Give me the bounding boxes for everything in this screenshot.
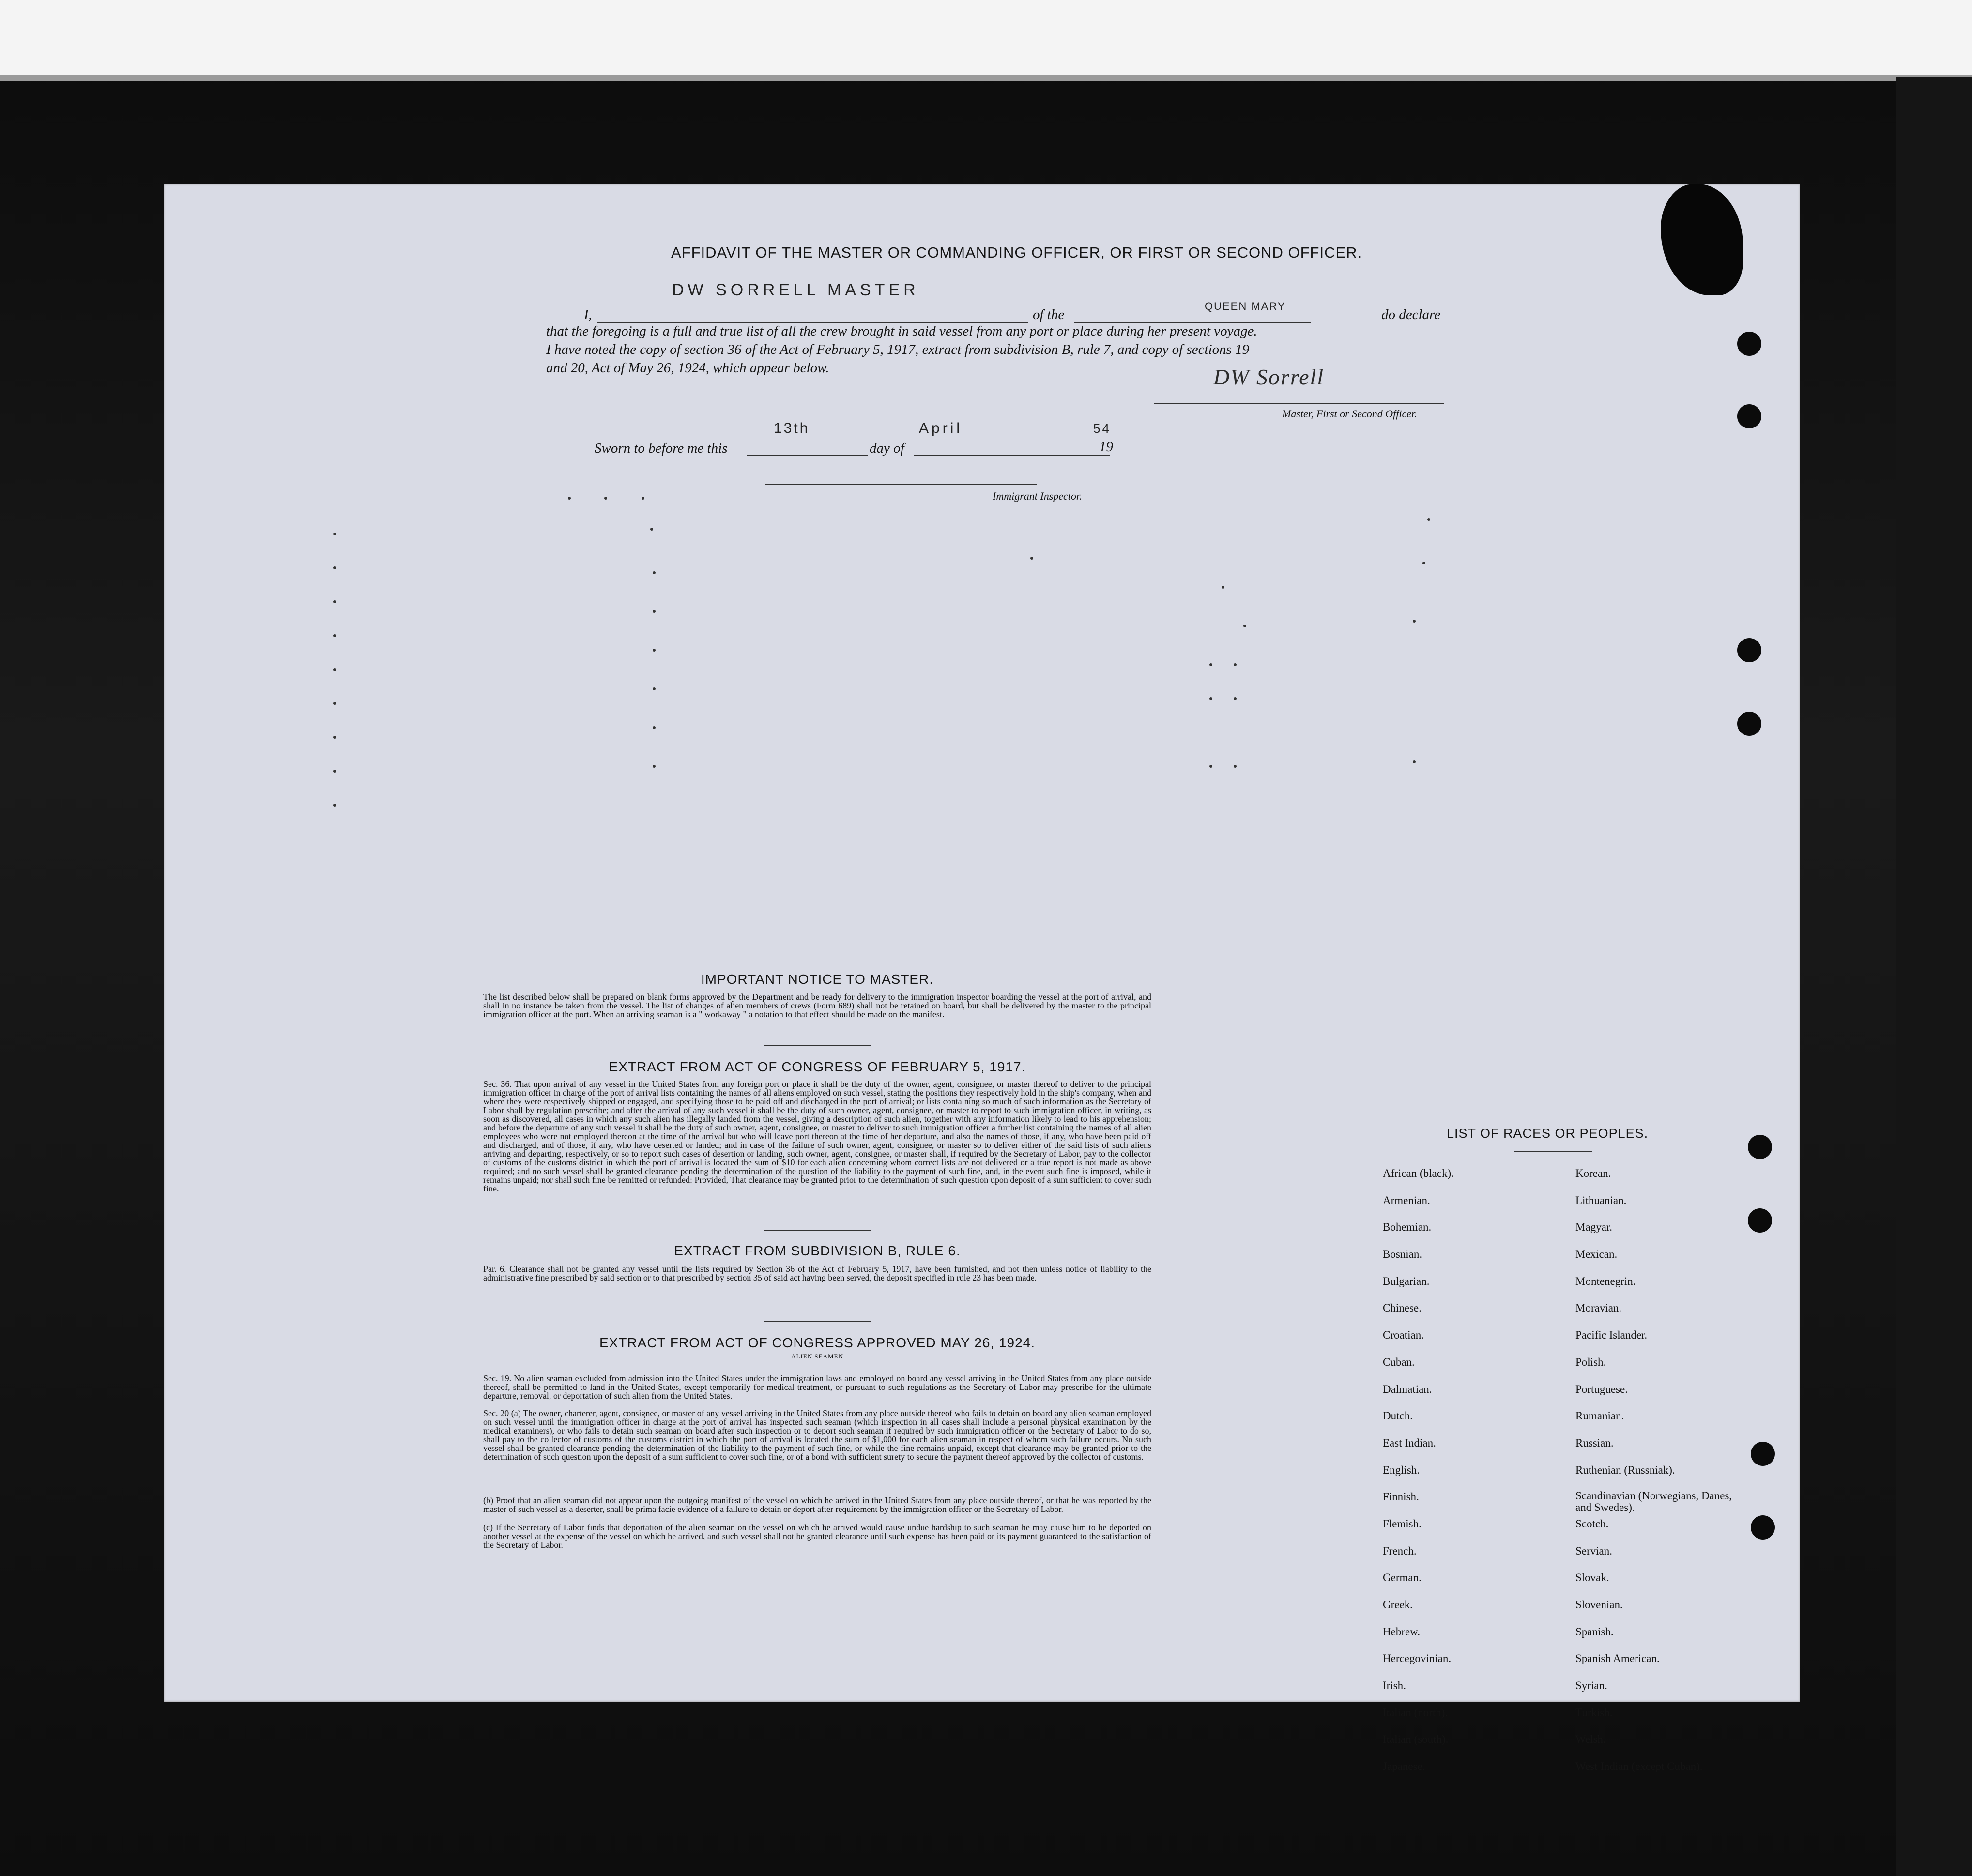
sworn-month-handwritten: April xyxy=(919,420,963,436)
guide-dot xyxy=(653,610,656,613)
race-item: Hebrew. xyxy=(1383,1625,1421,1638)
race-item: Bulgarian. xyxy=(1383,1275,1430,1287)
race-item: Mexican. xyxy=(1575,1248,1618,1261)
manifest-sheet xyxy=(164,184,1800,1773)
race-item: French. xyxy=(1383,1544,1417,1557)
race-item: Greek. xyxy=(1383,1599,1413,1611)
affidavit-pre-name: I, xyxy=(584,307,592,322)
frame-right-margin xyxy=(1896,77,1972,1876)
guide-dot xyxy=(1427,518,1430,521)
race-item: Russian. xyxy=(1575,1436,1614,1449)
extract-rule6-title: EXTRACT FROM SUBDIVISION B, RULE 6. xyxy=(674,1243,961,1258)
punch-hole xyxy=(1748,1135,1772,1159)
guide-dot xyxy=(333,634,336,637)
race-item: German. xyxy=(1383,1571,1422,1584)
race-item: Turkish. xyxy=(1575,1706,1613,1719)
race-item: Ruthenian (Russniak). xyxy=(1575,1464,1675,1476)
races-left-column xyxy=(1383,1167,1454,1787)
guide-dot xyxy=(1222,586,1224,589)
race-item: Japanese. xyxy=(1383,1760,1425,1773)
race-item: Polish. xyxy=(1575,1356,1606,1368)
race-item: Moravian. xyxy=(1575,1302,1622,1314)
race-item: Chinese. xyxy=(1383,1302,1422,1314)
guide-dot xyxy=(333,736,336,739)
notice-text: The list described below shall be prepared on blank forms approved by the Department and be ready for delivery to the immigration inspector boarding the vessel at the port of arrival, and shall in no instance be taken from the vessel. The list of changes of alien members of crews (Form 689) shall not be retained on board, but shall be delivered by the master to the principal immigration officer at the port. When an arriving seaman is a " workaway " a notation to that effect should be made on the manifest. xyxy=(483,992,1151,1019)
section-divider xyxy=(764,1045,871,1046)
race-item: Cuban. xyxy=(1383,1356,1415,1368)
sworn-year-handwritten: 54 xyxy=(1093,421,1111,436)
race-item: Welsh. xyxy=(1575,1733,1606,1746)
affidavit-do-declare: do declare xyxy=(1381,307,1441,322)
race-item: Scandinavian (Norwegians, Danes, and Swedes). xyxy=(1575,1490,1732,1514)
sworn-day-handwritten: 13th xyxy=(774,420,810,436)
race-item: Montenegrin. xyxy=(1575,1275,1636,1287)
guide-dot xyxy=(604,497,607,500)
guide-dot xyxy=(653,571,656,574)
guide-dot xyxy=(1234,663,1237,666)
race-item: Spanish American. xyxy=(1575,1652,1660,1665)
punch-hole xyxy=(1751,1442,1775,1466)
extract-1924-title: EXTRACT FROM ACT OF CONGRESS APPROVED MAY 26, 1924. xyxy=(599,1335,1036,1350)
guide-dot xyxy=(333,702,336,705)
races-right-column xyxy=(1575,1167,1735,1787)
race-item: Servian. xyxy=(1575,1544,1613,1557)
master-signature: DW Sorrell xyxy=(1213,365,1325,389)
race-item: African (black). xyxy=(1383,1167,1454,1179)
sworn-month-line xyxy=(914,455,1110,456)
guide-dot xyxy=(650,528,653,531)
guide-dot xyxy=(1030,557,1033,560)
affidavit-title: AFFIDAVIT OF THE MASTER OR COMMANDING OFFICER, OR FIRST OR SECOND OFFICER. xyxy=(671,244,1362,261)
extract-1917-title: EXTRACT FROM ACT OF CONGRESS OF FEBRUARY 5, 1917. xyxy=(609,1059,1026,1074)
guide-dot xyxy=(333,600,336,603)
sec19-text: Sec. 19. No alien seaman excluded from admission into the United States under the immigration laws and employed on board any vessel arriving in the United States from any place outside thereof, shall be permitted to land in the United States, except temporarily for medical treatment, or pursuant to such regulations as the Secretary of Labor may prescribe for the ultimate departure, removal, or deportation of such alien from the United States. xyxy=(483,1373,1151,1401)
punch-hole xyxy=(1748,1208,1772,1233)
race-item: Portuguese. xyxy=(1575,1383,1628,1395)
section-divider xyxy=(764,1321,871,1322)
guide-dot xyxy=(1209,765,1212,768)
guide-dot xyxy=(333,770,336,773)
race-item: Dalmatian. xyxy=(1383,1383,1432,1395)
guide-dot xyxy=(642,497,644,500)
punch-hole xyxy=(1737,712,1761,736)
name-line xyxy=(597,322,1028,323)
affidavit-of-the: of the xyxy=(1033,307,1065,322)
race-item: Slovak. xyxy=(1575,1571,1609,1584)
vessel-name-handwritten: QUEEN MARY xyxy=(1205,300,1286,312)
master-name-handwritten: DW SORRELL MASTER xyxy=(672,281,919,299)
race-item: Hercegovinian. xyxy=(1383,1652,1452,1665)
races-title-rule xyxy=(1514,1151,1592,1152)
race-item: Bohemian. xyxy=(1383,1221,1432,1234)
guide-dot xyxy=(1413,620,1416,623)
vessel-line xyxy=(1074,322,1311,323)
guide-dot xyxy=(333,533,336,535)
race-item: Syrian. xyxy=(1575,1679,1607,1692)
guide-dot xyxy=(653,726,656,729)
punch-hole xyxy=(1737,638,1761,662)
sec20a-text: Sec. 20 (a) The owner, charterer, agent, consignee, or master of any vessel arriving in the United States from any place outside thereof who fails to detain on board any alien seaman employed on such vessel until the immigration officer in charge at the port of arrival has inspected such seaman (which inspection in all cases shall include a personal physical examination by the medical examiners), or who fails to detain such seaman on board after such inspection or to deport such seaman if required by such immigration officer or the Secretary of Labor to do so, shall pay to the collector of customs of the customs district in which the port of arrival is located the sum of $1,000 for each alien seaman in respect of whom such failure occurs. No such vessel shall be granted clearance pending the determination of the liability to the payment of such fine, or while the fine remains unpaid, except that clearance may be granted prior to the determination of such question upon the deposit of a sum sufficient to cover such fine, or of a bond with sufficient surety to secure the payment thereof approved by the collector of customs. xyxy=(483,1408,1151,1462)
race-item: Pacific Islander. xyxy=(1575,1329,1648,1342)
guide-dot xyxy=(1209,663,1212,666)
race-item: Irish. xyxy=(1383,1679,1406,1692)
signature-line xyxy=(1154,403,1444,404)
race-item: Spanish. xyxy=(1575,1625,1614,1638)
guide-dot xyxy=(653,765,656,768)
race-item: English. xyxy=(1383,1464,1420,1476)
guide-dot xyxy=(333,804,336,807)
race-item: Slovenian. xyxy=(1575,1599,1623,1611)
sworn-day-of: day of xyxy=(870,441,904,456)
frame-top-edge xyxy=(0,75,1972,81)
inspector-caption: Immigrant Inspector. xyxy=(993,490,1082,502)
race-item: Scotch. xyxy=(1575,1517,1609,1530)
guide-dot xyxy=(1243,625,1246,627)
sec20c-text: (c) If the Secretary of Labor finds that deportation of the alien seaman on the vessel on which he arrived would cause undue hardship to such seaman he may cause him to be deported on another vessel at the expense of the vessel on which he arrived, and such vessel shall not be granted clearance until such expense has been paid or its payment guaranteed to the satisfaction of the Secretary of Labor. xyxy=(483,1523,1151,1550)
affidavit-line-4: and 20, Act of May 26, 1924, which appear below. xyxy=(546,360,829,376)
race-item: Finnish. xyxy=(1383,1491,1419,1503)
sworn-label: Sworn to before me this xyxy=(595,441,728,456)
race-item: Rumanian. xyxy=(1575,1410,1624,1422)
guide-dot xyxy=(1413,760,1416,763)
race-item: Italian (south). xyxy=(1383,1733,1449,1746)
guide-dot xyxy=(1234,697,1237,700)
race-item: Dutch. xyxy=(1383,1410,1413,1422)
race-item: Bosnian. xyxy=(1383,1248,1422,1261)
guide-dot xyxy=(1209,697,1212,700)
extract-1924-subtitle: ALIEN SEAMEN xyxy=(791,1353,843,1360)
race-item: West Indian (except Cuban). xyxy=(1575,1760,1703,1773)
guide-dot xyxy=(333,668,336,671)
extract-1917-text: Sec. 36. That upon arrival of any vessel in the United States from any foreign port or place it shall be the duty of the owner, agent, consignee, or master thereof to deliver to the principal immigration officer in charge of the port of arrival lists containing the names of all aliens employed on such vessel, stating the positions they respectively hold in the ship's company, when and where they were respectively shipped or engaged, and specifying those to be paid off and discharged in the port of arrival; or lists containing so much of such information as the Secretary of Labor shall by regulation prescribe; and after the arrival of any such vessel it shall be the duty of such owner, agent, consignee, or master to report to such immigration officer, in writing, as soon as discovered, all cases in which any such alien has illegally landed from the vessel, giving a description of such alien, together with any information likely to lead to his apprehension; and before the departure of any such vessel it shall be the duty of such owner, agent, consignee, or master to deliver to such immigration officer a further list containing the names of all alien employees who were not employed thereon at the time of the arrival but who will leave port thereon at the time of her departure, and also the names of those, if any, who have been paid off and discharged, and of those, if any, who have deserted or landed; and in case of the failure of such owner, agent, consignee, or master so to deliver either of the said lists of such aliens arriving and departing, respectively, or so to report such cases of desertion or landing, such owner, agent, consignee, or master shall, if required by the Secretary of Labor, pay to the collector of customs of the customs district in which the port of arrival is located the sum of $10 for each alien concerning whom correct lists are not delivered or a true report is not made as above required; and no such vessel shall be granted clearance pending the determination of the question of the liability to the payment of such fine, and, in the event such fine is imposed, while it remains unpaid; nor shall such fine be remitted or refunded: Provided, That clearance may be granted prior to the determination of such question upon deposit of a sum sufficient to cover such fine. xyxy=(483,1079,1151,1193)
affidavit-line-2: that the foregoing is a full and true list of all the crew brought in said vessel from any port or place during her present voyage. xyxy=(546,323,1257,339)
notice-title: IMPORTANT NOTICE TO MASTER. xyxy=(701,972,934,987)
sworn-year-prefix: 19 xyxy=(1099,439,1113,455)
guide-dot xyxy=(1422,562,1425,564)
race-item: Korean. xyxy=(1575,1167,1611,1179)
guide-dot xyxy=(653,649,656,652)
punch-hole xyxy=(1737,404,1761,428)
races-title: LIST OF RACES OR PEOPLES. xyxy=(1447,1126,1649,1141)
signature-caption: Master, First or Second Officer. xyxy=(1282,408,1417,420)
race-item: Italian (north). xyxy=(1383,1706,1448,1719)
affidavit-line-3: I have noted the copy of section 36 of the Act of February 5, 1917, extract from subdivision B, rule 7, and copy of sections 19 xyxy=(546,342,1250,357)
section-divider xyxy=(764,1230,871,1231)
race-item: Magyar. xyxy=(1575,1221,1613,1234)
inspector-line xyxy=(765,484,1037,485)
race-item: Armenian. xyxy=(1383,1194,1430,1206)
race-item: Lithuanian. xyxy=(1575,1194,1627,1206)
guide-dot xyxy=(653,687,656,690)
race-item: Croatian. xyxy=(1383,1329,1424,1342)
guide-dot xyxy=(1234,765,1237,768)
punch-hole xyxy=(1751,1515,1775,1540)
frame-top-margin xyxy=(0,0,1972,77)
punch-hole xyxy=(1737,332,1761,356)
sec20b-text: (b) Proof that an alien seaman did not appear upon the outgoing manifest of the vessel on which he arrived in the United States from any place outside thereof, or that he was reported by the master of such vessel as a deserter, shall be prima facie evidence of a failure to detain or deport after requirement by the immigration officer or the Secretary of Labor. xyxy=(483,1495,1151,1514)
sworn-day-line xyxy=(747,455,868,456)
race-item: East Indian. xyxy=(1383,1436,1436,1449)
race-item: Flemish. xyxy=(1383,1517,1422,1530)
extract-rule6-text: Par. 6. Clearance shall not be granted any vessel until the lists required by Section 36 of the Act of February 5, 1917, have been furnished, and not then unless notice of liability to the administrative fine prescribed by said section or to that prescribed by section 35 of said act having been served, the deposit specified in rule 23 has been made. xyxy=(483,1264,1151,1282)
guide-dot xyxy=(333,566,336,569)
guide-dot xyxy=(568,497,571,500)
